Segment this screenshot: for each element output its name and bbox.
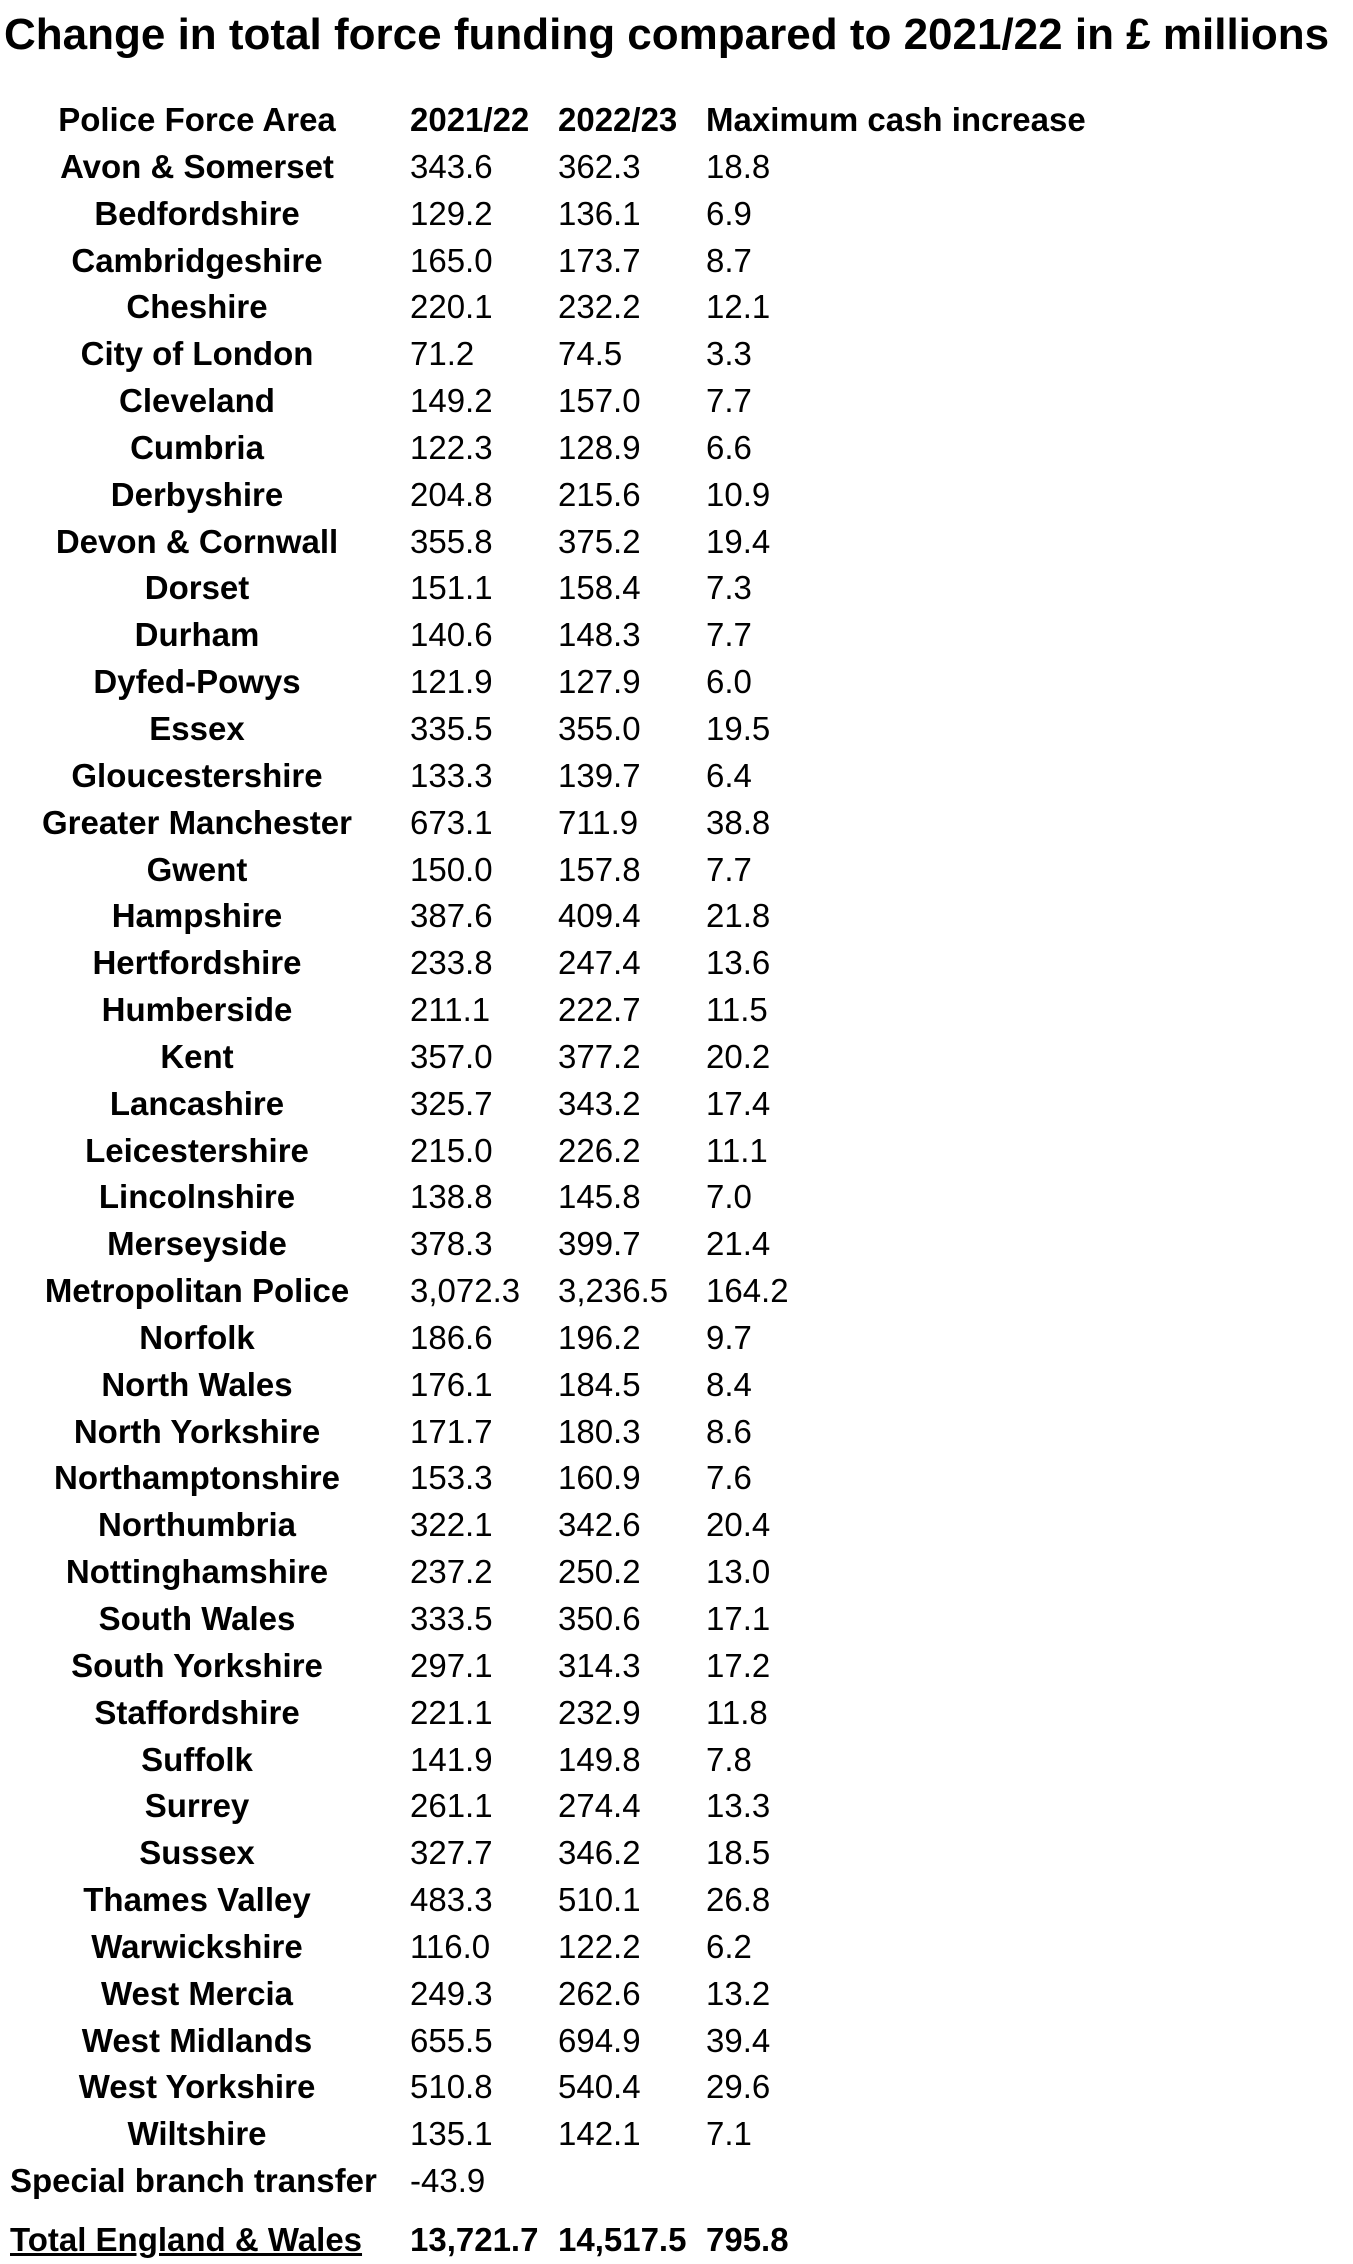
maximum-cash-increase: 21.8	[706, 897, 771, 935]
value-2022-23: 128.9	[558, 428, 641, 466]
area-name: Cleveland	[119, 382, 275, 420]
maximum-cash-increase: 7.1	[706, 2115, 752, 2153]
area-name: Warwickshire	[91, 1927, 303, 1965]
table-body	[0, 144, 1353, 2158]
table-row	[0, 940, 1353, 987]
table-row	[0, 1268, 1353, 1315]
area-name: Bedfordshire	[94, 194, 300, 232]
area-name: North Yorkshire	[73, 1412, 321, 1450]
area-name: Lancashire	[109, 1084, 285, 1122]
area-name: Surrey	[144, 1787, 250, 1825]
maximum-cash-increase: 8.7	[706, 241, 752, 279]
value-2021-22: 673.1	[410, 803, 493, 841]
special-area-name: Special branch transfer	[10, 2162, 377, 2200]
maximum-cash-increase: 7.8	[706, 1740, 752, 1778]
maximum-cash-increase: 11.1	[706, 1131, 768, 1169]
area-name: Norfolk	[139, 1318, 255, 1356]
value-2022-23: 247.4	[558, 944, 641, 982]
area-name: Metropolitan Police	[44, 1272, 350, 1310]
table-row	[0, 1596, 1353, 1643]
maximum-cash-increase: 20.4	[706, 1506, 771, 1544]
table-row	[0, 659, 1353, 706]
value-2021-22: 121.9	[410, 663, 493, 701]
maximum-cash-increase: 18.8	[706, 147, 771, 185]
value-2021-22: 116.0	[410, 1927, 491, 1965]
value-2021-22: 297.1	[410, 1646, 493, 1684]
area-name: North Wales	[101, 1365, 293, 1403]
value-2021-22: 129.2	[410, 194, 493, 232]
table-row	[0, 1081, 1353, 1128]
maximum-cash-increase: 12.1	[706, 288, 771, 326]
value-2022-23: 196.2	[558, 1318, 641, 1356]
maximum-cash-increase: 39.4	[706, 2021, 771, 2059]
table-row	[0, 800, 1353, 847]
area-name: West Mercia	[101, 1974, 293, 2012]
table-row	[0, 565, 1353, 612]
table-row	[0, 2064, 1353, 2111]
table-row	[0, 1737, 1353, 1784]
area-name: Cumbria	[130, 428, 264, 466]
table-row	[0, 238, 1353, 285]
total-value-2022-23: 14,517.5	[558, 2220, 687, 2258]
value-2021-22: 510.8	[410, 2068, 493, 2106]
value-2021-22: 221.1	[410, 1693, 493, 1731]
total-value-2021-22: 13,721.7	[410, 2220, 539, 2258]
table-row	[0, 144, 1353, 191]
table-row	[0, 472, 1353, 519]
value-2022-23: 136.1	[558, 194, 641, 232]
value-2021-22: 122.3	[410, 428, 493, 466]
area-name: Dyfed-Powys	[93, 663, 301, 701]
table-row	[0, 1502, 1353, 1549]
value-2022-23: 342.6	[558, 1506, 641, 1544]
value-2022-23: 232.2	[558, 288, 641, 326]
value-2022-23: 222.7	[558, 991, 641, 1029]
total-area-name: Total England & Wales	[10, 2220, 363, 2258]
maximum-cash-increase: 11.8	[706, 1693, 768, 1731]
value-2022-23: 184.5	[558, 1365, 641, 1403]
table-row	[0, 378, 1353, 425]
table-row	[0, 191, 1353, 238]
value-2022-23: 139.7	[558, 756, 641, 794]
maximum-cash-increase: 11.5	[706, 991, 768, 1029]
special-branch-transfer-row	[0, 2158, 1353, 2205]
maximum-cash-increase: 7.3	[706, 569, 752, 607]
value-2022-23: 314.3	[558, 1646, 641, 1684]
table-row	[0, 1315, 1353, 1362]
value-2022-23: 274.4	[558, 1787, 641, 1825]
table-row	[0, 1549, 1353, 1596]
value-2021-22: 322.1	[410, 1506, 493, 1544]
maximum-cash-increase: 6.0	[706, 663, 752, 701]
value-2021-22: 153.3	[410, 1459, 493, 1497]
table-row	[0, 1362, 1353, 1409]
area-name: Leicestershire	[85, 1131, 309, 1169]
table-row	[0, 2111, 1353, 2158]
maximum-cash-increase: 19.4	[706, 522, 771, 560]
maximum-cash-increase: 6.9	[706, 194, 752, 232]
value-2021-22: 387.6	[410, 897, 493, 935]
maximum-cash-increase: 13.0	[706, 1553, 771, 1591]
value-2021-22: 171.7	[410, 1412, 493, 1450]
area-name: Cambridgeshire	[71, 241, 323, 279]
table-row	[0, 425, 1353, 472]
area-name: West Midlands	[81, 2021, 313, 2059]
value-2022-23: 127.9	[558, 663, 641, 701]
maximum-cash-increase: 20.2	[706, 1037, 771, 1075]
value-2022-23: 343.2	[558, 1084, 641, 1122]
value-2021-22: 378.3	[410, 1225, 493, 1263]
header-police-force-area: Police Force Area	[58, 101, 336, 138]
value-2021-22: 186.6	[410, 1318, 493, 1356]
value-2021-22: 327.7	[410, 1834, 493, 1872]
value-2022-23: 362.3	[558, 147, 641, 185]
area-name: Nottinghamshire	[65, 1553, 329, 1591]
value-2021-22: 261.1	[410, 1787, 493, 1825]
area-name: Gwent	[146, 850, 248, 888]
maximum-cash-increase: 17.1	[706, 1600, 771, 1637]
value-2022-23: 375.2	[558, 522, 641, 560]
value-2021-22: 211.1	[410, 991, 491, 1029]
maximum-cash-increase: 6.4	[706, 756, 752, 794]
special-value-2021-22: -43.9	[410, 2162, 486, 2200]
value-2022-23: 149.8	[558, 1740, 641, 1778]
table-row	[0, 1924, 1353, 1971]
area-name: Avon & Somerset	[60, 147, 334, 185]
value-2022-23: 145.8	[558, 1178, 641, 1216]
area-name: Northumbria	[98, 1506, 296, 1544]
value-2022-23: 694.9	[558, 2021, 641, 2059]
value-2021-22: 237.2	[410, 1553, 493, 1591]
maximum-cash-increase: 164.2	[706, 1272, 789, 1310]
value-2021-22: 151.1	[410, 569, 493, 607]
table-header-row	[0, 97, 1353, 144]
table-row	[0, 1830, 1353, 1877]
maximum-cash-increase: 21.4	[706, 1225, 771, 1263]
value-2022-23: 160.9	[558, 1459, 641, 1497]
maximum-cash-increase: 7.7	[706, 850, 752, 888]
value-2022-23: 510.1	[558, 1881, 641, 1919]
value-2021-22: 150.0	[410, 850, 493, 888]
table-row	[0, 1174, 1353, 1221]
value-2021-22: 483.3	[410, 1881, 493, 1919]
header-2021-22: 2021/22	[410, 101, 530, 138]
maximum-cash-increase: 19.5	[706, 709, 771, 747]
value-2022-23: 74.5	[558, 335, 623, 373]
maximum-cash-increase: 7.0	[706, 1178, 752, 1216]
area-name: Durham	[134, 616, 260, 654]
value-2022-23: 173.7	[558, 241, 641, 279]
table-row	[0, 612, 1353, 659]
value-2021-22: 325.7	[410, 1084, 493, 1122]
value-2022-23: 350.6	[558, 1600, 641, 1637]
value-2022-23: 122.2	[558, 1927, 641, 1965]
page-title: Change in total force funding compared to 2021/22 in £ millions	[4, 10, 1330, 59]
maximum-cash-increase: 13.6	[706, 944, 771, 982]
area-name: Suffolk	[141, 1740, 253, 1778]
value-2022-23: 377.2	[558, 1037, 641, 1075]
maximum-cash-increase: 18.5	[706, 1834, 771, 1872]
area-name: City of London	[80, 335, 314, 373]
maximum-cash-increase: 29.6	[706, 2068, 771, 2106]
table-row	[0, 2018, 1353, 2065]
area-name: Lincolnshire	[98, 1178, 296, 1216]
value-2022-23: 346.2	[558, 1834, 641, 1872]
value-2022-23: 409.4	[558, 897, 641, 935]
area-name: West Yorkshire	[78, 2068, 316, 2106]
area-name: Essex	[149, 709, 245, 747]
value-2022-23: 3,236.5	[558, 1272, 669, 1310]
maximum-cash-increase: 6.2	[706, 1927, 752, 1965]
value-2021-22: 335.5	[410, 709, 493, 747]
value-2021-22: 357.0	[410, 1037, 493, 1075]
maximum-cash-increase: 7.7	[706, 616, 752, 654]
table-row	[0, 753, 1353, 800]
value-2022-23: 180.3	[558, 1412, 641, 1450]
table-row	[0, 1034, 1353, 1081]
area-name: Humberside	[101, 991, 293, 1029]
table-row	[0, 284, 1353, 331]
value-2021-22: 141.9	[410, 1740, 493, 1778]
maximum-cash-increase: 13.2	[706, 1974, 771, 2012]
header-2022-23: 2022/23	[558, 101, 678, 138]
value-2021-22: 71.2	[410, 335, 475, 373]
value-2021-22: 204.8	[410, 475, 493, 513]
table-row	[0, 1783, 1353, 1830]
maximum-cash-increase: 8.6	[706, 1412, 752, 1450]
area-name: Sussex	[139, 1834, 255, 1872]
value-2022-23: 158.4	[558, 569, 641, 607]
table-row	[0, 1877, 1353, 1924]
funding-table	[0, 97, 1353, 2264]
value-2021-22: 233.8	[410, 944, 493, 982]
value-2022-23: 262.6	[558, 1974, 641, 2012]
area-name: Northamptonshire	[53, 1459, 340, 1497]
maximum-cash-increase: 13.3	[706, 1787, 771, 1825]
value-2022-23: 232.9	[558, 1693, 641, 1731]
maximum-cash-increase: 17.4	[706, 1084, 771, 1122]
table-row	[0, 987, 1353, 1034]
table-row	[0, 1690, 1353, 1737]
table-row	[0, 847, 1353, 894]
area-name: Dorset	[144, 569, 250, 607]
maximum-cash-increase: 3.3	[706, 335, 752, 373]
area-name: Staffordshire	[94, 1693, 300, 1731]
total-row	[0, 2217, 1353, 2264]
area-name: Cheshire	[126, 288, 268, 326]
table-row	[0, 1971, 1353, 2018]
value-2022-23: 142.1	[558, 2115, 641, 2153]
value-2021-22: 343.6	[410, 147, 493, 185]
area-name: South Wales	[98, 1600, 296, 1637]
table-row	[0, 893, 1353, 940]
value-2022-23: 399.7	[558, 1225, 641, 1263]
area-name: South Yorkshire	[71, 1646, 323, 1684]
area-name: Hampshire	[111, 897, 283, 935]
total-maximum-cash-increase: 795.8	[706, 2220, 789, 2258]
table-row	[0, 706, 1353, 753]
value-2021-22: 655.5	[410, 2021, 493, 2059]
area-name: Hertfordshire	[92, 944, 302, 982]
value-2022-23: 157.0	[558, 382, 641, 420]
maximum-cash-increase: 10.9	[706, 475, 771, 513]
value-2022-23: 157.8	[558, 850, 641, 888]
value-2022-23: 250.2	[558, 1553, 641, 1591]
value-2022-23: 148.3	[558, 616, 641, 654]
area-name: Greater Manchester	[42, 803, 352, 841]
table-row	[0, 1455, 1353, 1502]
value-2021-22: 249.3	[410, 1974, 493, 2012]
value-2021-22: 176.1	[410, 1365, 493, 1403]
value-2021-22: 149.2	[410, 382, 493, 420]
area-name: Thames Valley	[83, 1881, 311, 1919]
value-2021-22: 135.1	[410, 2115, 493, 2153]
maximum-cash-increase: 38.8	[706, 803, 771, 841]
maximum-cash-increase: 6.6	[706, 428, 752, 466]
maximum-cash-increase: 26.8	[706, 1881, 771, 1919]
maximum-cash-increase: 17.2	[706, 1646, 771, 1684]
maximum-cash-increase: 7.6	[706, 1459, 752, 1497]
table-row	[0, 1128, 1353, 1175]
value-2021-22: 215.0	[410, 1131, 493, 1169]
value-2021-22: 133.3	[410, 756, 493, 794]
header-maximum-cash-increase: Maximum cash increase	[706, 101, 1086, 138]
table-row	[0, 1643, 1353, 1690]
value-2021-22: 355.8	[410, 522, 493, 560]
value-2021-22: 3,072.3	[410, 1272, 521, 1310]
value-2022-23: 226.2	[558, 1131, 641, 1169]
value-2021-22: 333.5	[410, 1600, 493, 1637]
value-2022-23: 215.6	[558, 475, 641, 513]
value-2022-23: 540.4	[558, 2068, 641, 2106]
area-name: Wiltshire	[127, 2115, 267, 2153]
table-row	[0, 1221, 1353, 1268]
area-name: Gloucestershire	[71, 756, 323, 794]
value-2022-23: 355.0	[558, 709, 641, 747]
area-name: Merseyside	[107, 1225, 287, 1263]
table-row	[0, 1409, 1353, 1456]
area-name: Devon & Cornwall	[55, 522, 339, 560]
table-row	[0, 519, 1353, 566]
maximum-cash-increase: 7.7	[706, 382, 752, 420]
maximum-cash-increase: 9.7	[706, 1318, 752, 1356]
value-2022-23: 711.9	[558, 803, 639, 841]
value-2021-22: 140.6	[410, 616, 493, 654]
table-row	[0, 331, 1353, 378]
value-2021-22: 220.1	[410, 288, 493, 326]
area-name: Kent	[160, 1037, 234, 1075]
value-2021-22: 165.0	[410, 241, 493, 279]
maximum-cash-increase: 8.4	[706, 1365, 752, 1403]
value-2021-22: 138.8	[410, 1178, 493, 1216]
area-name: Derbyshire	[110, 475, 284, 513]
